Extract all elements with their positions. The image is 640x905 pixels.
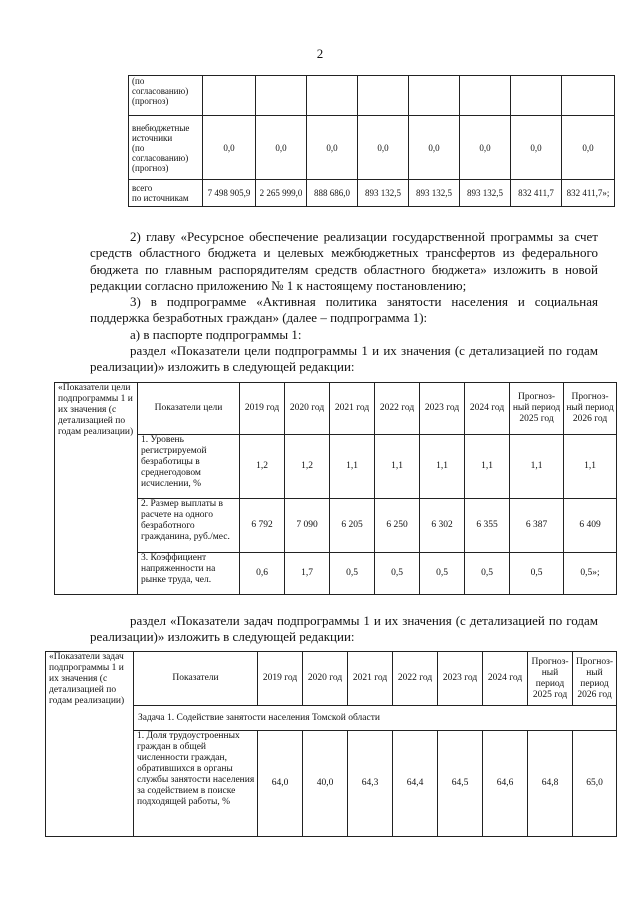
table-cell: 6 792	[240, 499, 285, 553]
table-cell: 6 205	[330, 499, 375, 553]
table-cell: 0,5	[465, 553, 510, 595]
table-cell: 1,1	[465, 435, 510, 499]
table-cell: 1,1	[564, 435, 617, 499]
table-cell: 64,8	[528, 731, 573, 837]
table-cell: 0,0	[256, 116, 307, 180]
table-cell: 7 498 905,9	[203, 180, 256, 207]
row-label: всего по источникам	[129, 180, 203, 207]
table-cell: 2 265 999,0	[256, 180, 307, 207]
table-cell: 893 132,5	[409, 180, 460, 207]
column-header: Показатели цели	[138, 383, 240, 435]
table-cell: 832 411,7	[511, 180, 562, 207]
table-cell: 0,0	[358, 116, 409, 180]
task-indicators-table	[45, 651, 617, 837]
paragraph: раздел «Показатели цели подпрограммы 1 и их значения (с детализацией по годам реализации)» изложить в следующей редакции:	[90, 343, 598, 375]
indicator-name: 1. Доля трудоустроенных граждан в общей численности граждан, обратившихся в органы службы занятости населения за содействием в поиске подходящей работы, %	[134, 731, 258, 837]
table-cell: 1,1	[420, 435, 465, 499]
column-header: 2021 год	[330, 383, 375, 435]
table-row	[129, 116, 615, 180]
column-header: 2020 год	[285, 383, 330, 435]
page-number: 2	[316, 46, 324, 61]
section-label: «Показатели цели подпрограммы 1 и их значения (с детализацией по годам реализации)	[55, 383, 138, 595]
column-header: 2019 год	[240, 383, 285, 435]
paragraph: раздел «Показатели задач подпрограммы 1 и их значения (с детализацией по годам реализации)» изложить в следующей редакции:	[90, 613, 598, 645]
column-header: 2023 год	[438, 652, 483, 706]
column-header: Прогноз-ный период 2026 год	[573, 652, 617, 706]
column-header: Показатели	[134, 652, 258, 706]
column-header: Прогноз-ный период 2025 год	[528, 652, 573, 706]
table-cell	[562, 76, 615, 116]
table-cell	[409, 76, 460, 116]
table-cell: 0,5	[420, 553, 465, 595]
column-header: 2024 год	[465, 383, 510, 435]
column-header: 2022 год	[375, 383, 420, 435]
table-cell: 6 250	[375, 499, 420, 553]
table-row	[55, 435, 617, 499]
column-header: 2022 год	[393, 652, 438, 706]
table-cell: 0,5	[510, 553, 564, 595]
row-label: внебюджетные источники (по согласованию) (прогноз)	[129, 116, 203, 180]
table-cell: 64,3	[348, 731, 393, 837]
table-cell: 888 686,0	[307, 180, 358, 207]
row-label: (по согласованию) (прогноз)	[129, 76, 203, 116]
table-cell: 64,5	[438, 731, 483, 837]
table-row	[129, 76, 615, 116]
table-cell: 1,2	[240, 435, 285, 499]
table-cell: 893 132,5	[460, 180, 511, 207]
table-row	[55, 499, 617, 553]
column-header: 2021 год	[348, 652, 393, 706]
indicator-name: 2. Размер выплаты в расчете на одного безработного гражданина, руб./мес.	[138, 499, 240, 553]
body-text	[90, 613, 598, 646]
table-cell: 0,0	[307, 116, 358, 180]
table-cell: 1,7	[285, 553, 330, 595]
table-header	[55, 383, 617, 435]
table-row	[129, 180, 615, 207]
table-cell: 0,5	[330, 553, 375, 595]
table-cell: 893 132,5	[358, 180, 409, 207]
table-cell: 832 411,7»;	[562, 180, 615, 207]
table-cell: 0,5»;	[564, 553, 617, 595]
table-cell: 1,2	[285, 435, 330, 499]
section-label: «Показатели задач подпрограммы 1 и их значения (с детализацией по годам реализации)	[46, 652, 134, 837]
table-cell: 64,6	[483, 731, 528, 837]
table-cell	[203, 76, 256, 116]
column-header: Прогноз-ный период 2025 год	[510, 383, 564, 435]
table-cell: 7 090	[285, 499, 330, 553]
goal-indicators-table	[54, 382, 617, 595]
table-cell	[460, 76, 511, 116]
table-cell: 0,5	[375, 553, 420, 595]
column-header: Прогноз-ный период 2026 год	[564, 383, 617, 435]
table-cell: 0,0	[409, 116, 460, 180]
table-header	[46, 652, 617, 706]
table-cell	[256, 76, 307, 116]
table-cell: 0,6	[240, 553, 285, 595]
column-header: 2020 год	[303, 652, 348, 706]
table-cell: 0,0	[460, 116, 511, 180]
table-cell: 0,0	[203, 116, 256, 180]
indicator-name: 3. Коэффициент напряженности на рынке труда, чел.	[138, 553, 240, 595]
paragraph: а) в паспорте подпрограммы 1:	[130, 326, 302, 342]
table-cell: 6 409	[564, 499, 617, 553]
paragraph: 3) в подпрограмме «Активная политика занятости населения и социальная поддержка безработных граждан» (далее – подпрограмма 1):	[90, 294, 598, 326]
table-cell: 1,1	[330, 435, 375, 499]
task-title: Задача 1. Содействие занятости населения Томской области	[134, 706, 617, 731]
body-text	[90, 229, 598, 376]
column-header: 2024 год	[483, 652, 528, 706]
table-cell: 6 387	[510, 499, 564, 553]
table-cell: 6 302	[420, 499, 465, 553]
table-cell: 6 355	[465, 499, 510, 553]
funding-table	[128, 75, 615, 207]
table-cell: 65,0	[573, 731, 617, 837]
table-cell: 40,0	[303, 731, 348, 837]
table-cell: 1,1	[375, 435, 420, 499]
table-cell: 1,1	[510, 435, 564, 499]
column-header: 2023 год	[420, 383, 465, 435]
table-cell: 0,0	[562, 116, 615, 180]
table-cell	[511, 76, 562, 116]
paragraph: 2) главу «Ресурсное обеспечение реализации государственной программы за счет средств областного бюджета и целевых межбюджетных трансфертов из федерального бюджета по главным распорядителям средств областного бюджета» изложить в новой редакции согласно приложению № 1 к настоящему постановлению;	[90, 229, 598, 293]
table-cell	[307, 76, 358, 116]
indicator-name: 1. Уровень регистрируемой безработицы в среднегодовом исчислении, %	[138, 435, 240, 499]
table-cell: 64,0	[258, 731, 303, 837]
table-cell: 64,4	[393, 731, 438, 837]
table-cell	[358, 76, 409, 116]
table-cell: 0,0	[511, 116, 562, 180]
table-row	[55, 553, 617, 595]
column-header: 2019 год	[258, 652, 303, 706]
